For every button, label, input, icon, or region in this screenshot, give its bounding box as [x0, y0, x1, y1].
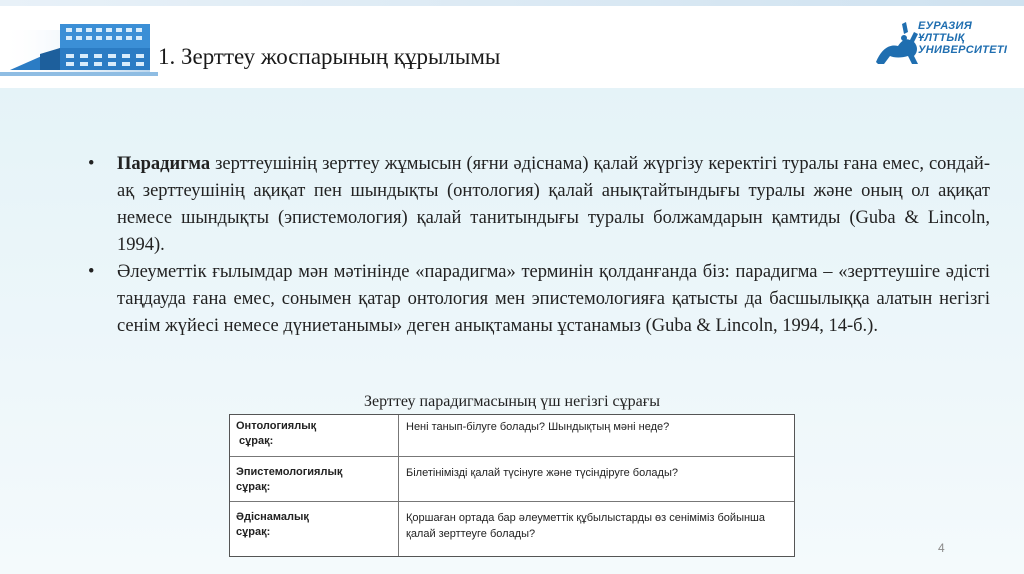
- university-logo-text: [918, 20, 1018, 56]
- question-line-1: Әдіснамалық: [236, 511, 309, 523]
- paradigm-questions-table: [229, 414, 795, 557]
- bullet-marker: •: [88, 262, 95, 282]
- table-row: [230, 457, 794, 502]
- logo-line-2: ҰЛТТЫҚ: [918, 32, 965, 44]
- bullet-marker: •: [88, 154, 95, 174]
- answer-cell: Қоршаған ортада бар әлеуметтік құбылыстарды өз сеніміміз бойынша қалай зерттеуге болады?: [406, 512, 765, 540]
- question-line-2: сұрақ:: [236, 481, 271, 493]
- table-row: [230, 415, 794, 457]
- question-cell: [236, 419, 386, 449]
- table-caption: Зерттеу парадигмасының үш негізгі сұрағы: [363, 393, 661, 410]
- question-cell: [236, 465, 386, 495]
- bullet-item: [88, 151, 990, 259]
- logo-line-1: ЕУРАЗИЯ: [918, 20, 973, 32]
- answer-cell: Нені танып-білуге болады? Шындықтың мәні неде?: [406, 421, 670, 433]
- slide-title: 1. Зерттеу жоспарының құрылымы: [158, 44, 501, 69]
- logo-line-3: УНИВЕРСИТЕТІ: [918, 44, 1008, 56]
- question-line-2: сұрақ:: [236, 435, 274, 447]
- bullet-item: [88, 259, 990, 340]
- table-row: [230, 502, 794, 556]
- bullet-list: [88, 151, 990, 340]
- bullet-text: Әлеуметтік ғылымдар мән мәтінінде «парадигма» терминін қолданғанда біз: парадигма – «зерттеушіге әдісті таңдауда ғана емес, сонымен қатар онтология мен эпистемологияға қатысты да басшылыққа алатын негізгі сенім жүйесі немесе дүниетанымы» деген анықтаманы ұстанамыз (Guba & Lincoln, 1994, 14-б.).: [117, 262, 990, 336]
- page-number: 4: [938, 541, 945, 555]
- answer-cell: Білетінімізді қалай түсінуге және түсіндіруге болады?: [406, 467, 678, 479]
- question-cell: [236, 510, 386, 540]
- question-line-1: Онтологиялық: [236, 420, 317, 432]
- header-band: [0, 0, 1024, 6]
- question-line-1: Эпистемологиялық: [236, 466, 343, 478]
- question-line-2: сұрақ:: [236, 526, 271, 538]
- slide-header: [0, 0, 1024, 88]
- building-icon: [0, 14, 158, 76]
- bullet-text: зерттеушінің зерттеу жұмысын (яғни әдіснама) қалай жүргізу керектігі туралы ғана емес, сондай-ақ зерттеушінің ақиқат пен шындықты (онтология) қалай анықтайтындығы туралы және оның ол ақиқат немесе шындықты (эпистемология) қалай танитындығы туралы болжамдарын қамтиды (Guba & Lincoln, 1994).: [117, 154, 990, 255]
- bullet-bold-term: Парадигма: [117, 154, 211, 174]
